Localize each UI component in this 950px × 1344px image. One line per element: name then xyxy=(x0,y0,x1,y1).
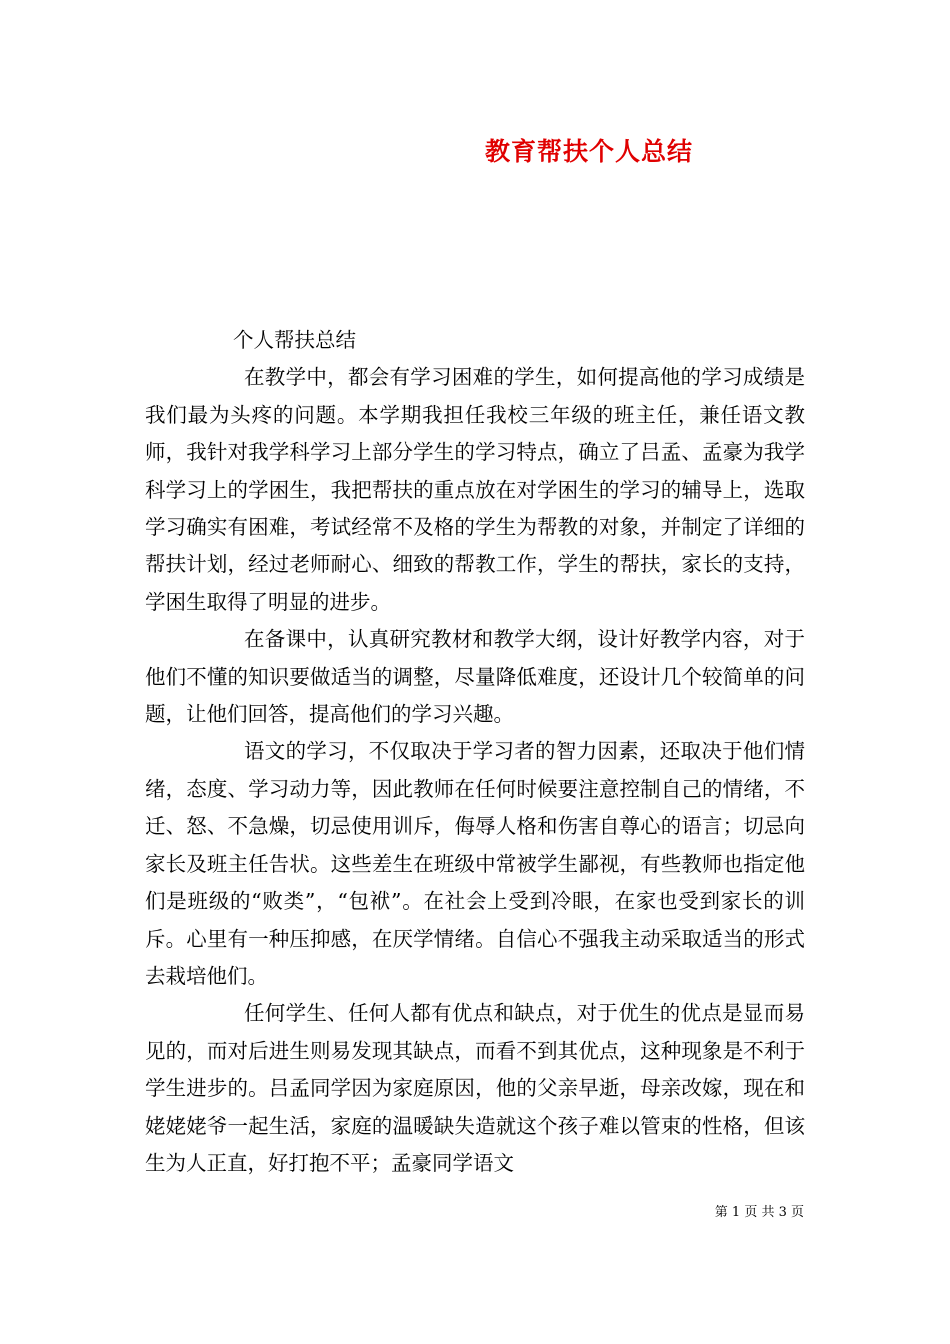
body-paragraph: 任何学生、任何人都有优点和缺点，对于优生的优点是显而易见的，而对后进生则易发现其缺点，而看不到其优点，这种现象是不利于学生进步的。吕孟同学因为家庭原因，他的父亲早逝，母亲改嫁，现在和姥姥姥爷一起生活，家庭的温暖缺失造就这个孩子难以管束的性格，但该生为人正直，好打抱不平；孟豪同学语文 xyxy=(145,1001,805,1175)
body-paragraph: 语文的学习，不仅取决于学习者的智力因素，还取决于他们情绪，态度、学习动力等，因此教师在任何时候要注意控制自己的情绪，不迁、怒、不急燥，切忌使用训斥，侮辱人格和伤害自尊心的语言；切忌向家长及班主任告状。这些差生在班级中常被学生鄙视，有些教师也指定他们是班级的“败类”，“包袱”。在社会上受到冷眼，在家也受到家长的训斥。心里有一种压抑感，在厌学情绪。自信心不强我主动采取适当的形式去栽培他们。 xyxy=(145,739,805,988)
body-paragraph: 在备课中，认真研究教材和教学大纲，设计好教学内容，对于他们不懂的知识要做适当的调整，尽量降低难度，还设计几个较简单的问题，让他们回答，提高他们的学习兴趣。 xyxy=(145,627,805,727)
section-subheading: 个人帮扶总结 xyxy=(233,328,356,352)
body-paragraph: 在教学中，都会有学习困难的学生，如何提高他的学习成绩是我们最为头疼的问题。本学期我担任我校三年级的班主任，兼任语文教师，我针对我学科学习上部分学生的学习特点，确立了吕孟、孟豪为我学科学习上的学困生，我把帮扶的重点放在对学困生的学习的辅导上，选取学习确实有困难，考试经常不及格的学生为帮教的对象，并制定了详细的帮扶计划，经过老师耐心、细致的帮教工作，学生的帮扶，家长的支持，学困生取得了明显的进步。 xyxy=(145,365,805,614)
document-title: 教育帮扶个人总结 xyxy=(484,137,693,166)
document-body xyxy=(145,322,805,1182)
page-number-footer: 第 1 页 共 3 页 xyxy=(714,1205,804,1220)
